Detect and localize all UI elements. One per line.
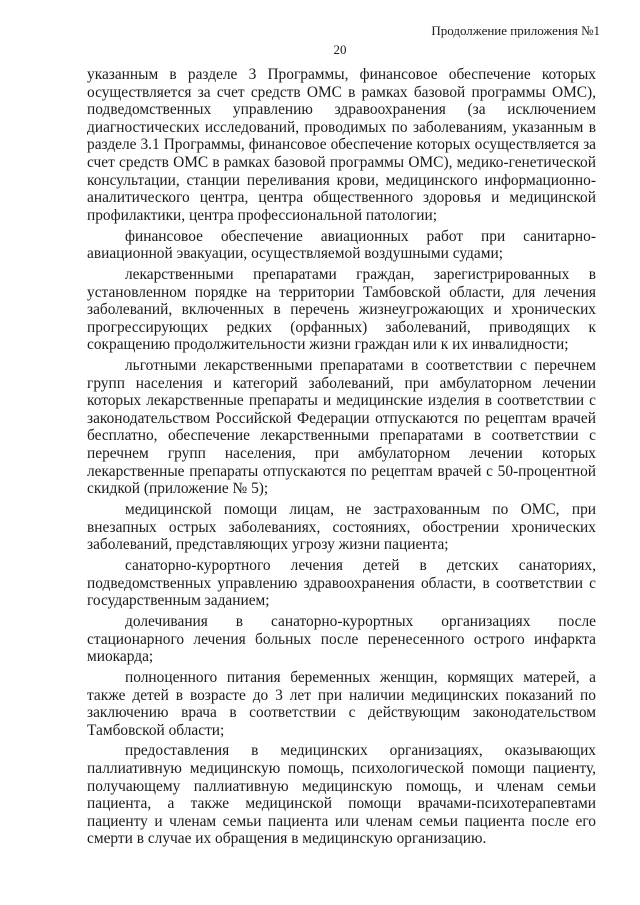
document-body xyxy=(87,66,596,851)
page-number: 20 xyxy=(333,42,347,57)
paragraph: долечивания в санаторно-курортных организациях после стационарного лечения больных после перенесенного острого инфаркта миокарда; xyxy=(87,612,596,666)
appendix-continuation-note: Продолжение приложения №1 xyxy=(431,23,600,38)
paragraph: указанным в разделе 3 Программы, финансовое обеспечение которых осуществляется за счет средств ОМС в рамках базовой программы ОМС), подведомственных управлению здравоохранения (за исключением диагностических исследований, проводимых по заболеваниям, указанным в разделе 3.1 Программы, финансовое обеспечение которых осуществляется за счет средств ОМС в рамках базовой программы ОМС), медико-генетической консультации, станции переливания крови, медицинского информационно-аналитического центра, центра общественного здоровья и медицинской профилактики, центра профессиональной патологии; xyxy=(87,66,596,224)
paragraph: медицинской помощи лицам, не застрахованным по ОМС, при внезапных острых заболеваниях, состояниях, обострении хронических заболеваний, представляющих угрозу жизни пациента; xyxy=(87,501,596,554)
paragraph: льготными лекарственными препаратами в соответствии с перечнем групп населения и категорий заболеваний, при амбулаторном лечении которых лекарственные препараты и медицинские изделия в соответствии с законодательством Российской Федерации отпускаются по рецептам врачей бесплатно, обеспечение лекарственными препаратами в соответствии с перечнем групп населения, при амбулаторном лечении которых лекарственные препараты отпускаются по рецептам врачей с 50-процентной скидкой (приложение № 5); xyxy=(87,357,596,498)
paragraph: предоставления в медицинских организациях, оказывающих паллиативную медицинскую помощь, психологической помощи пациенту, получающему паллиативную медицинскую помощь, и членам семьи пациента, а также медицинской помощи врачами-психотерапевтами пациенту и членам семьи пациента или членам семьи пациента после его смерти в случае их обращения в медицинскую организацию. xyxy=(87,742,596,848)
paragraph: санаторно-курортного лечения детей в детских санаториях, подведомственных управлению здравоохранения области, в соответствии с государственным заданием; xyxy=(87,556,596,610)
paragraph: лекарственными препаратами граждан, зарегистрированных в установленном порядке на территории Тамбовской области, для лечения заболеваний, включенных в перечень жизнеугрожающих и хронических прогрессирующих редких (орфанных) заболеваний, приводящих к сокращению продолжительности жизни граждан или к их инвалидности; xyxy=(87,265,596,354)
paragraph: полноценного питания беременных женщин, кормящих матерей, а также детей в возрасте до 3 лет при наличии медицинских показаний по заключению врача в соответствии с действующим законодательством Тамбовской области; xyxy=(87,668,596,739)
paragraph: финансовое обеспечение авиационных работ при санитарно-авиационной эвакуации, осуществляемой воздушными судами; xyxy=(87,227,596,263)
